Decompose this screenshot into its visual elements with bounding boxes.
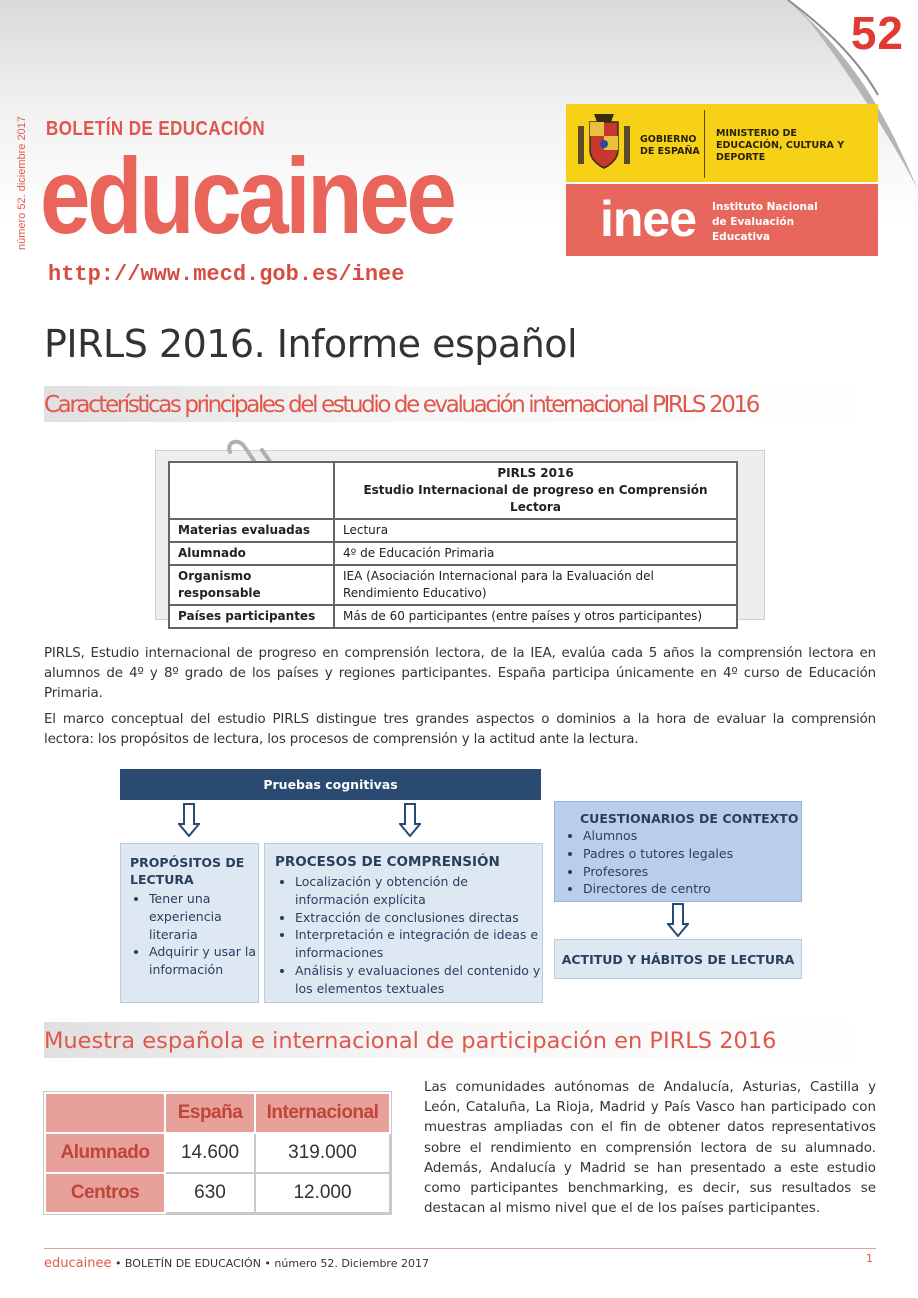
table-row xyxy=(169,542,737,565)
box-title: PROCESOS DE COMPRENSIÓN xyxy=(275,854,500,870)
table-cell xyxy=(169,462,334,519)
table-cell: 630 xyxy=(165,1173,255,1213)
table-cell: 12.000 xyxy=(255,1173,390,1213)
box-title: CUESTIONARIOS DE CONTEXTO xyxy=(580,811,799,826)
page-title: PIRLS 2016. Informe español xyxy=(44,322,578,366)
column-header: España xyxy=(165,1093,255,1133)
diagram-cognitive-tests-header: Pruebas cognitivas xyxy=(120,769,541,800)
diagram-reading-purposes-box xyxy=(120,843,259,1003)
row-label: Alumnado xyxy=(45,1133,165,1173)
table-row xyxy=(169,565,737,605)
list-item: • Padres o tutores legales xyxy=(583,845,801,863)
issue-side-label: número 52. diciembre 2017 xyxy=(16,116,28,250)
list-item: • Extracción de conclusiones directas xyxy=(295,909,542,927)
table-row xyxy=(169,462,737,519)
table-cell: 14.600 xyxy=(165,1133,255,1173)
row-label: Organismo responsable xyxy=(169,565,334,605)
table-header-line: Estudio Internacional de progreso en Comprensión Lectora xyxy=(363,483,708,514)
banner-divider xyxy=(704,110,705,178)
column-header: Internacional xyxy=(255,1093,390,1133)
table-row xyxy=(45,1093,390,1133)
box-list xyxy=(555,827,801,898)
list-item: • Localización y obtención de información explícita xyxy=(295,873,542,909)
list-item: • Análisis y evaluaciones del contenido y los elementos textuales xyxy=(295,962,542,998)
footer-divider xyxy=(44,1248,876,1249)
footer xyxy=(44,1256,429,1271)
row-label: Materias evaluadas xyxy=(169,519,334,542)
list-item: • Tener una experiencia literaria xyxy=(149,890,258,943)
framework-paragraph: El marco conceptual del estudio PIRLS distingue tres grandes aspectos o dominios a la hora de evaluar la comprensión lectora: los propósitos de lectura, los procesos de comprensión y la actitud ante la lectura. xyxy=(44,712,876,747)
table-header-line: PIRLS 2016 xyxy=(497,466,574,480)
row-value: 4º de Educación Primaria xyxy=(334,542,737,565)
row-label: Centros xyxy=(45,1173,165,1213)
participation-table xyxy=(44,1092,391,1214)
intro-paragraph: PIRLS, Estudio internacional de progreso en comprensión lectora, de la IEA, evalúa cada 5 años la comprensión lectora en alumnos de 4º y 8º grado de los países y regiones participantes. España participa únicamente en 4º curso de Educación Primaria. xyxy=(44,646,876,701)
list-item: • Interpretación e integración de ideas e informaciones xyxy=(295,926,542,962)
list-item: • Profesores xyxy=(583,863,801,881)
diagram-context-questionnaires-box xyxy=(554,801,802,902)
table-row xyxy=(45,1133,390,1173)
table-row xyxy=(45,1173,390,1213)
row-label: Países participantes xyxy=(169,605,334,628)
diagram-comprehension-processes-box xyxy=(264,843,543,1003)
section-title-characteristics: Características principales del estudio de evaluación internacional PIRLS 2016 xyxy=(44,392,758,418)
down-arrow-icon xyxy=(667,903,689,937)
row-value: Lectura xyxy=(334,519,737,542)
table-corner-cell xyxy=(45,1093,165,1133)
pirls-info-table xyxy=(168,461,738,629)
ministry-label: MINISTERIO DE EDUCACIÓN, CULTURA Y DEPORTE xyxy=(716,128,845,163)
section-title-sample: Muestra española e internacional de participación en PIRLS 2016 xyxy=(44,1028,777,1054)
row-value: IEA (Asociación Internacional para la Evaluación del Rendimiento Educativo) xyxy=(334,565,737,605)
list-item: • Alumnos xyxy=(583,827,801,845)
inee-full-name: Instituto Nacional de Evaluación Educativa xyxy=(712,201,818,243)
list-item: • Directores de centro xyxy=(583,880,801,898)
table-cell: 319.000 xyxy=(255,1133,390,1173)
regions-paragraph: Las comunidades autónomas de Andalucía, Asturias, Castilla y León, Cataluña, La Rioja, Madrid y País Vasco han participado con muestras ampliadas con el fin de obtener datos representativos sobre el rendimiento en comprensión lectora de su alumnado. Además, Andalucía y Madrid se han presentado a este estudio como participantes benchmarking, es decir, sus resultados se destacan al mismo nivel que el de los países participantes. xyxy=(424,1080,876,1217)
brand-logo: educainee xyxy=(40,135,454,256)
inee-logo: inee xyxy=(600,191,697,247)
down-arrow-icon xyxy=(178,803,200,837)
down-arrow-icon xyxy=(399,803,421,837)
government-label: GOBIERNO DE ESPAÑA xyxy=(640,134,700,157)
diagram-attitude-box: ACTITUD Y HÁBITOS DE LECTURA xyxy=(554,939,802,979)
box-list xyxy=(265,873,542,998)
footer-text: • BOLETÍN DE EDUCACIÓN • número 52. Diciembre 2017 xyxy=(111,1257,429,1270)
table-header-cell xyxy=(334,462,737,519)
table-row xyxy=(169,519,737,542)
issue-number: 52 xyxy=(850,7,904,59)
row-value: Más de 60 participantes (entre países y otros participantes) xyxy=(334,605,737,628)
box-list xyxy=(121,890,258,979)
footer-brand: educainee xyxy=(44,1256,112,1271)
box-title: PROPÓSITOS DE LECTURA xyxy=(130,855,245,887)
bulletin-label: BOLETÍN DE EDUCACIÓN xyxy=(46,118,266,140)
list-item: • Adquirir y usar la información xyxy=(149,943,258,979)
page-number: 1 xyxy=(866,1252,873,1265)
coat-of-arms-icon xyxy=(576,112,632,174)
table-row xyxy=(169,605,737,628)
row-label: Alumnado xyxy=(169,542,334,565)
website-link[interactable]: http://www.mecd.gob.es/inee xyxy=(48,262,405,287)
